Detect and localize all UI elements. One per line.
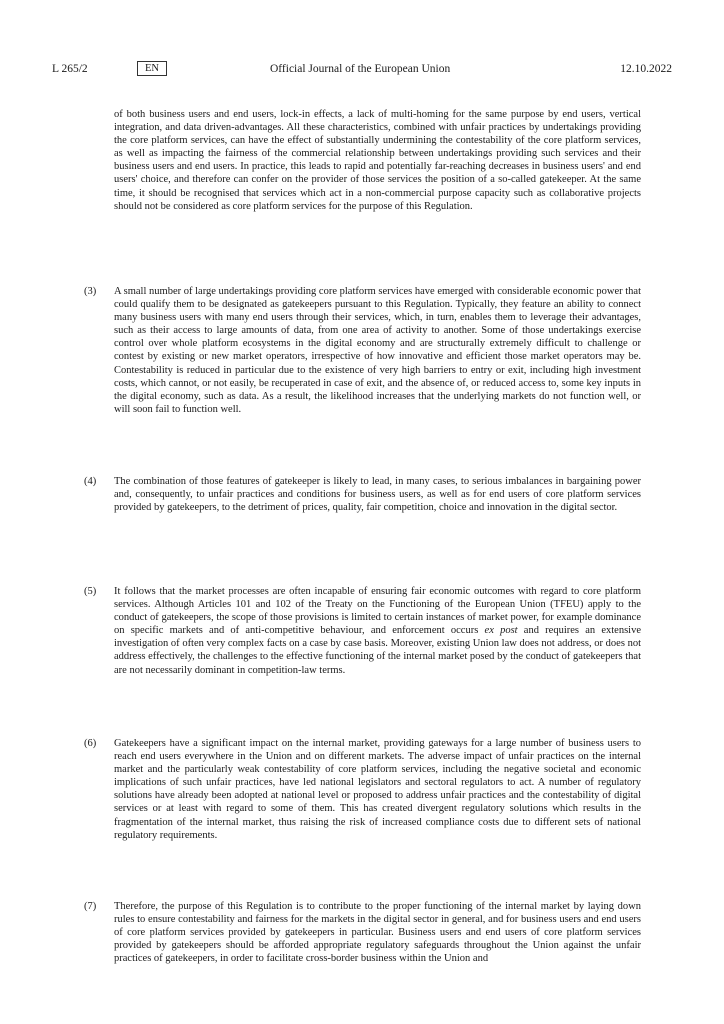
recital-number: (7) bbox=[84, 901, 97, 912]
page-header bbox=[52, 60, 672, 78]
recital-number: (6) bbox=[84, 738, 97, 749]
intro-paragraph: of both business users and end users, lock-in effects, a lack of multi-homing for the same purpose by end users, vertical integration, and data driven-advantages. All these characteristics, combined with unfair practices by undertakings providing the core platform services, can have the effect of substantially undermining the contestability of the core platform services, as well as impacting the fairness of the commercial relationship between undertakings providing such services and their business users and end users. In practice, this leads to rapid and potentially far-reaching decreases in business users' and end users' choice, and therefore can confer on the provider of those services the position of a so-called gatekeeper. At the same time, it should be recognised that services which act in a non-commercial purpose capacity such as collaborative projects should not be considered as core platform services for the purpose of this Regulation. bbox=[114, 109, 641, 212]
publication-date: 12.10.2022 bbox=[620, 63, 672, 75]
recital-text-part: It follows that the market processes are often incapable of ensuring fair economic outcomes with regard to core platform services. Although Articles 101 and 102 of the Treaty on the Functioning of the European Union (TFEU) apply to the conduct of gatekeepers, the scope of those provisions is limited to certain instances of market power, for example dominance on specific markets and of anti-competitive behaviour, and enforcement occurs bbox=[114, 586, 641, 637]
recital-number: (3) bbox=[84, 286, 97, 297]
recital-text-part: and requires an extensive investigation of often very complex facts on a case by case basis. Moreover, existing Union law does not address, or does not address effectively, the challenges to the effective functioning of the internal market posed by the conduct of gatekeepers that are not necessarily dominant in competition-law terms. bbox=[114, 625, 641, 676]
recital-number: (5) bbox=[84, 586, 97, 597]
recital-text: Gatekeepers have a significant impact on the internal market, providing gateways for a large number of business users to reach end users everywhere in the Union and on different markets. The adverse impact of unfair practices on the internal market and the particularly weak contestability of core platform services, including the negative societal and economic implications of such unfair practices, have led national legislators and sectoral regulators to act. A number of regulatory solutions have already been adopted at national level or proposed to address unfair practices and the contestability of digital services or at least with regard to some of them. This has created divergent regulatory solutions which results in the fragmentation of the internal market, thus raising the risk of increased compliance costs due to different sets of national regulatory requirements. bbox=[114, 738, 641, 841]
recital-number: (4) bbox=[84, 476, 97, 487]
journal-title: Official Journal of the European Union bbox=[270, 63, 451, 75]
journal-reference: L 265/2 bbox=[52, 63, 88, 75]
language-badge: EN bbox=[137, 61, 167, 76]
recital-text: A small number of large undertakings providing core platform services have emerged with considerable economic power that could qualify them to be designated as gatekeepers pursuant to this Regulation. Typically, they feature an ability to connect many business users with many end users through their services, which, in turn, enables them to leverage their advantages, such as their access to large amounts of data, from one area of activity to another. Some of those undertakings exercise control over whole platform ecosystems in the digital economy and are structurally extremely difficult to challenge or contest by existing or new market operators, irrespective of how innovative and efficient those market operators may be. Contestability is reduced in particular due to the existence of very high barriers to entry or exit, including high investment costs, which cannot, or not easily, be recuperated in case of exit, and the absence of, or reduced access to, some key inputs in the digital economy, such as data. As a result, the likelihood increases that the underlying markets do not function well, or will soon fail to function well. bbox=[114, 286, 641, 415]
recital-text: The combination of those features of gatekeeper is likely to lead, in many cases, to serious imbalances in bargaining power and, consequently, to unfair practices and conditions for business users, as well as for end users of core platform services provided by gatekeepers, to the detriment of prices, quality, fair competition, choice and innovation in the digital sector. bbox=[114, 476, 641, 514]
recital-text-italic: ex post bbox=[484, 625, 518, 637]
recital-text: Therefore, the purpose of this Regulation is to contribute to the proper functioning of the internal market by laying down rules to ensure contestability and fairness for the markets in the digital sector in general, and for business users and end users of core platform services provided by gatekeepers in particular. Business users and end users of core platform services provided by gatekeepers should be afforded appropriate regulatory safeguards throughout the Union against the unfair practices of gatekeepers, in order to facilitate cross-border business within the Union and bbox=[114, 901, 641, 965]
recital-text bbox=[114, 585, 641, 677]
